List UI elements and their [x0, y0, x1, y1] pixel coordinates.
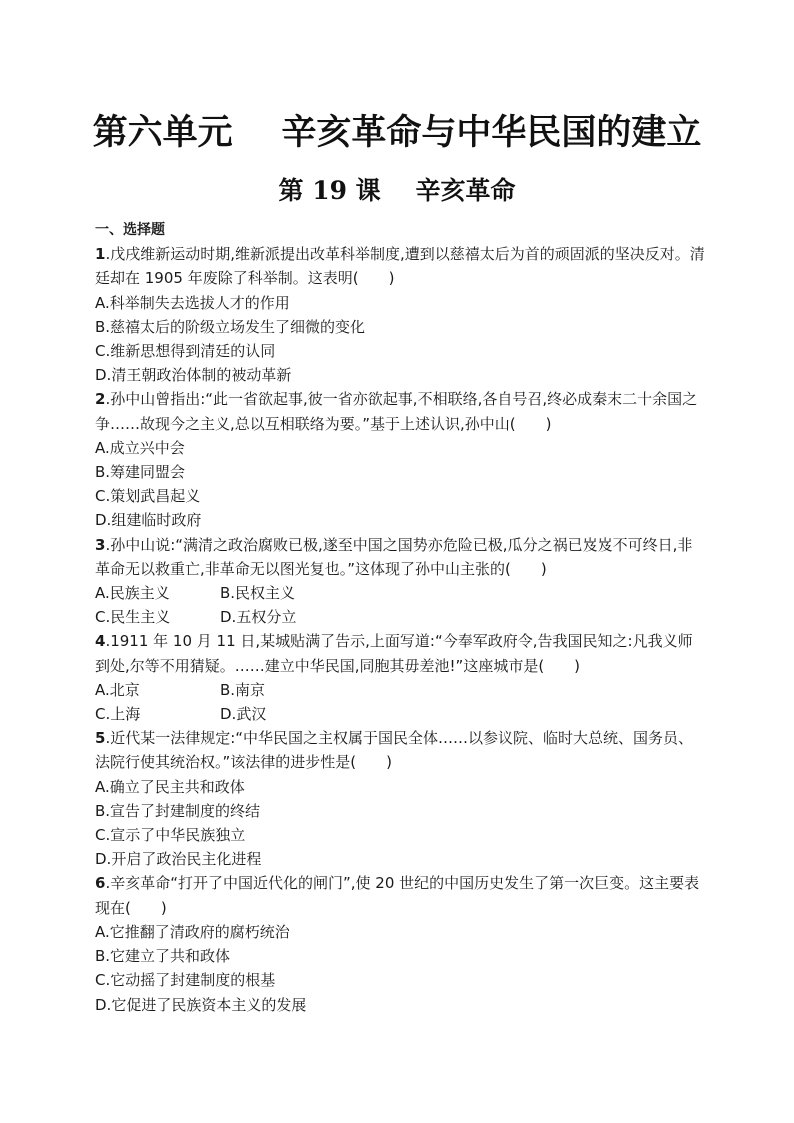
question-1	[95, 242, 705, 290]
unit-title: 第六单元 辛亥革命与中华民国的建立	[92, 112, 702, 153]
question-list	[95, 218, 705, 1017]
option: A.科举制失去选拔人才的作用	[95, 293, 290, 312]
option: D.武汉	[220, 705, 267, 724]
question-3	[95, 533, 705, 581]
question-5	[95, 726, 705, 774]
option: B.民权主义	[220, 584, 296, 603]
option: C.宣示了中华民族独立	[95, 826, 246, 845]
question-text: .近代某一法律规定:“中华民国之主权属于国民全体……以参议院、临时大总统、国务员、法院行使其统治权。”该法律的进步性是( )	[95, 729, 694, 772]
option: C.策划武昌起义	[95, 487, 201, 506]
question-number: 3	[95, 535, 106, 554]
option: D.开启了政治民主化进程	[95, 850, 262, 869]
question-number: 2	[95, 390, 106, 409]
section-heading: 一、选择题	[95, 222, 165, 238]
option: C.它动摇了封建制度的根基	[95, 971, 276, 990]
lesson-title: 第 19 课 辛亥革命	[278, 176, 516, 205]
option: D.清王朝政治体制的被动革新	[95, 366, 292, 385]
question-number: 6	[95, 874, 106, 893]
option: B.南京	[220, 680, 266, 699]
option: D.五权分立	[220, 608, 297, 627]
option: A.成立兴中会	[95, 438, 185, 457]
option: A.北京	[95, 680, 140, 699]
option-row	[95, 702, 705, 726]
question-text: .孙中山说:“满清之政治腐败已极,遂至中国之国势亦危险已极,瓜分之祸已岌岌不可终日,非革命无以救重亡,非革命无以图光复也。”这体现了孙中山主张的( )	[95, 535, 693, 578]
option: C.上海	[95, 705, 141, 724]
option: D.组建临时政府	[95, 511, 202, 530]
question-number: 4	[95, 632, 106, 651]
question-text: .戊戌维新运动时期,维新派提出改革科举制度,遭到以慈禧太后为首的顽固派的坚决反对。清廷却在 1905 年废除了科举制。这表明( )	[95, 245, 705, 288]
option: B.宣告了封建制度的终结	[95, 801, 261, 820]
question-number: 1	[95, 245, 106, 264]
question-text: .1911 年 10 月 11 日,某城贴满了告示,上面写道:“今奉军政府令,告我国民知之:凡我义师到处,尔等不用猜疑。……建立中华民国,同胞其毋差池!”这座城市是( )	[95, 632, 693, 675]
question-6	[95, 871, 705, 919]
question-number: 5	[95, 729, 106, 748]
option: B.筹建同盟会	[95, 463, 186, 482]
option: A.民族主义	[95, 584, 170, 603]
option: C.维新思想得到清廷的认同	[95, 342, 276, 361]
option-row	[95, 581, 705, 605]
question-text: .辛亥革命“打开了中国近代化的闸门”,使 20 世纪的中国历史发生了第一次巨变。这主要表现在( )	[95, 874, 700, 917]
question-4	[95, 629, 705, 677]
option: B.它建立了共和政体	[95, 947, 231, 966]
question-text: .孙中山曾指出:“此一省欲起事,彼一省亦欲起事,不相联络,各自号召,终必成秦末二十余国之争……故现今之主义,总以互相联络为要。”基于上述认识,孙中山( )	[95, 390, 698, 433]
option: B.慈禧太后的阶级立场发生了细微的变化	[95, 317, 366, 336]
question-2	[95, 387, 705, 435]
option-row	[95, 605, 705, 629]
option: A.它推翻了清政府的腐朽统治	[95, 922, 290, 941]
option: C.民生主义	[95, 608, 171, 627]
option: D.它促进了民族资本主义的发展	[95, 995, 307, 1014]
option: A.确立了民主共和政体	[95, 777, 245, 796]
option-row	[95, 678, 705, 702]
